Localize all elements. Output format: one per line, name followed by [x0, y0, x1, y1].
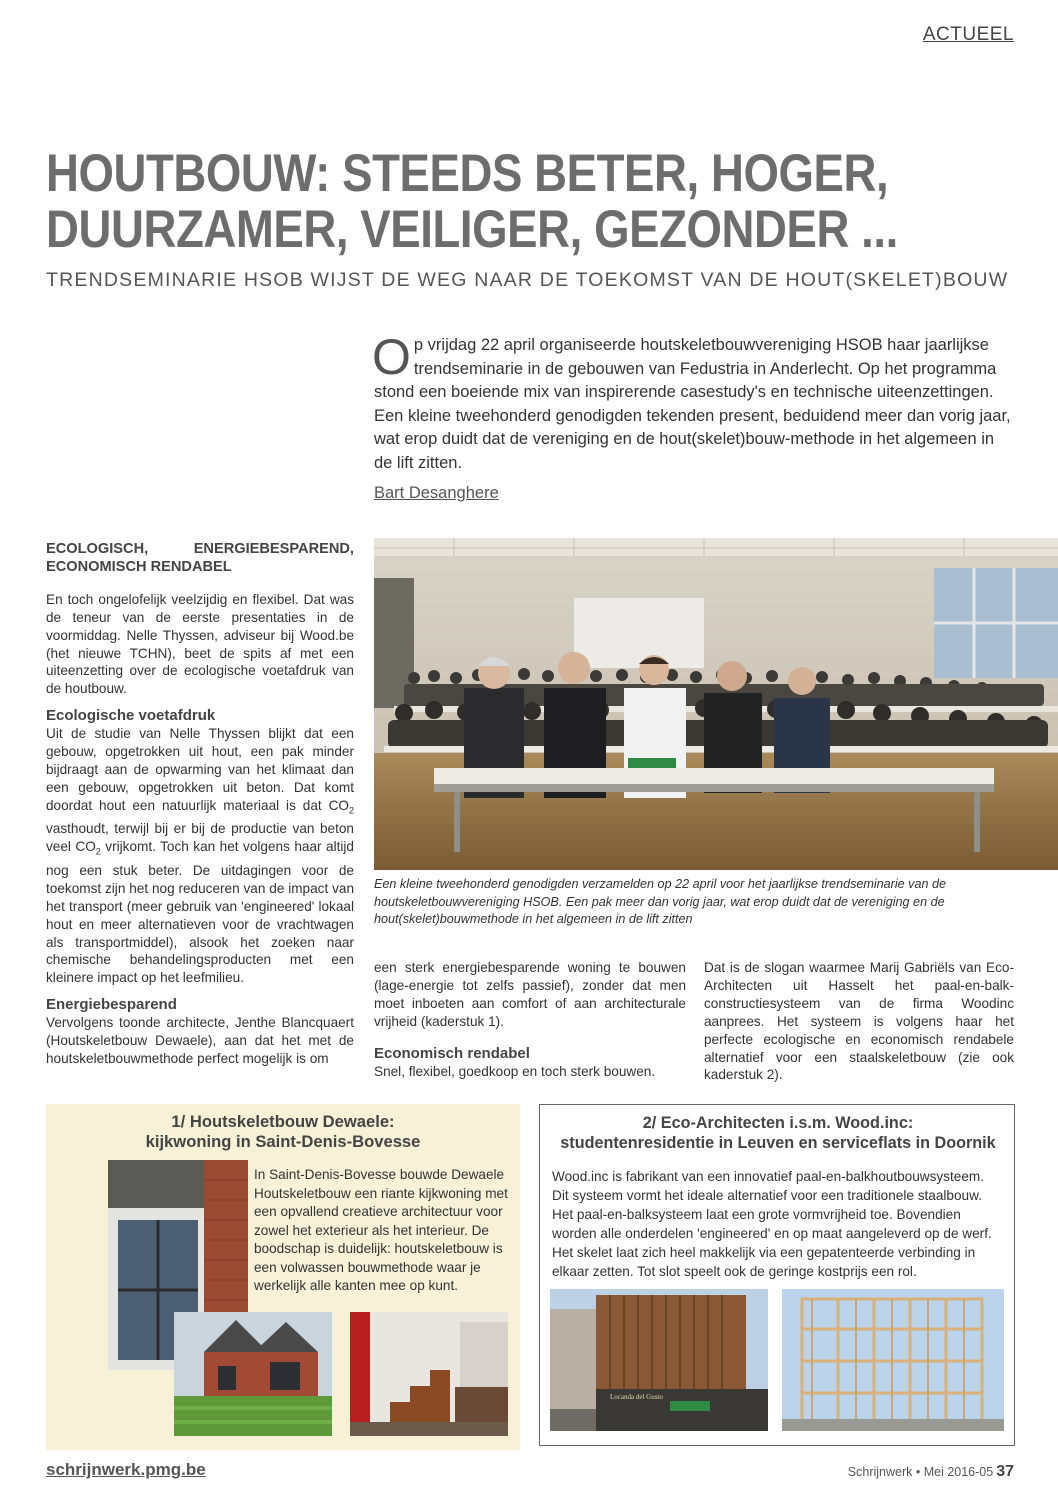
section-heading: ECOLOGISCH, ENERGIEBESPAREND, ECONOMISCH RENDABEL — [46, 541, 354, 575]
sidebar-box-eco-architecten — [539, 1104, 1015, 1446]
box1-body: In Saint-Denis-Bovesse bouwde Dewaele Houtskeletbouw een riante kijkwoning met een opvallend creatieve architectuur voor zowel het exterieur als het interieur. De boodschap is duidelijk: houtskeletbouw is een volwassen bouwmethode waar je werkelijk alle kanten mee op kunt. — [254, 1167, 508, 1293]
issue-info: Schrijnwerk • Mei 2016-05 — [847, 1465, 994, 1479]
box2-title: 2/ Eco-Architecten i.s.m. Wood.inc: studentenresidentie in Leuven en serviceflats in Doornik — [560, 1114, 996, 1152]
subheading-energiebesparend: Energiebesparend — [46, 996, 177, 1014]
paragraph: Snel, flexibel, goedkoop en toch sterk bouwen. — [374, 1063, 656, 1079]
storefront-sign: Locanda del Gusto — [610, 1393, 663, 1401]
paragraph: Uit de studie van Nelle Thyssen blijkt dat een gebouw, opgetrokken uit hout, een pak minder bijdraagt aan de opwarming van het klimaat dan een gebouw, opgetrokken uit beton. Dat komt doordat hout een natuurlijk materiaal is dat $CO_2$ vasthoudt, terwijl bij er bij de productie van beton veel $CO_2$ vrijkomt. Toch kan het volgens haar altijd nog een stuk beter. De uitdagingen voor de toekomst zijn het nog reduceren van de impact van het transport (meer gebruik van 'engineered' lokaal hout en meer alternatieven voor de vrachtwagen als transportmiddel), alsook het zoeken naar chemische behandelingsproducten met een kleinere impact op het leefmilieu. — [46, 726, 354, 986]
subheading-ecologische-voetafdruk: Ecologische voetafdruk — [46, 707, 216, 725]
house-interior-photo — [350, 1312, 508, 1436]
text-column-3 — [704, 959, 1014, 1084]
intro-text: p vrijdag 22 april organiseerde houtskeletbouwvereniging HSOB haar jaarlijkse trendseminarie in de gebouwen van Fedustria in Anderlecht. Op het programma stond een boeiende mix van inspirerende casestudy's en technische uiteenzettingen. Een kleine tweehonderd genodigden tekenden present, beduidend meer dan vorig jaar, wat erop duidt dat de vereniging en de hout(skelet)bouw-methode in het algemeen in de lift zitten. — [374, 336, 1011, 472]
intro-dropcap: O — [372, 329, 411, 385]
section-tag[interactable]: ACTUEEL — [922, 24, 1014, 45]
box2-body: Wood.inc is fabrikant van een innovatief paal-en-balkhoutbouwsysteem. Dit systeem vormt het ideale alternatief voor een traditionele staalbouw. Het paal-en-balksysteem laat een grote vormvrijheid toe. Bovendien worden alle onderdelen 'engineered' en op maat aangeleverd op de werf. Het skelet laat zich heel makkelijk via een gepatenteerde verbinding in elkaar zetten. Tot slot speelt ook de geringe kostprijs een rol. — [552, 1169, 992, 1279]
page-footer — [848, 1463, 1014, 1481]
article-intro — [372, 329, 1014, 475]
page-number: 37 — [996, 1463, 1014, 1480]
subheading-economisch-rendabel: Economisch rendabel — [374, 1044, 530, 1062]
article-title — [46, 144, 898, 259]
text-column-2 — [374, 959, 686, 1080]
box1-title: 1/ Houtskeletbouw Dewaele: kijkwoning in Saint-Denis-Bovesse — [145, 1112, 421, 1151]
article-subtitle: TRENDSEMINARIE HSOB WIJST DE WEG NAAR DE TOEKOMST VAN DE HOUT(SKELET)BOUW — [46, 269, 1009, 291]
paragraph: Dat is de slogan waarmee Marij Gabriëls van Eco-Architecten uit Hasselt het paal-en-balk-constructiesysteem van de firma Woodinc aanprees. Het systeem is volgens haar het perfecte ecologische en economisch rendabele alternatief voor een staalskeletbouw (zie ook kaderstuk 2). — [704, 960, 1014, 1083]
article-title-line1: HOUTBOUW: STEEDS BETER, HOGER, — [46, 144, 889, 203]
website-link[interactable]: schrijnwerk.pmg.be — [46, 1460, 206, 1479]
paragraph: En toch ongelofelijk veelzijdig en flexibel. Dat was de teneur van de eerste presentaties in de voormiddag. Nelle Thyssen, adviseur bij Wood.be (het nieuwe TCHN), beet de spits af met een uiteenzetting over de ecologische voetafdruk van de houtbouw. — [46, 591, 354, 697]
student-residence-photo — [550, 1289, 768, 1431]
paragraph: een sterk energiebesparende woning te bouwen (lage-energie tot zelfs passief), zonder dat men moet inboeten aan comfort of aan architecturale vrijheid (kaderstuk 1). — [374, 960, 686, 1029]
house-exterior-photo — [174, 1312, 332, 1436]
sidebar-box-dewaele — [46, 1104, 520, 1450]
seminar-photo-illustration — [374, 538, 1058, 870]
article-title-line2: DUURZAMER, VEILIGER, GEZONDER ... — [46, 200, 898, 259]
text-column-1 — [46, 541, 354, 1068]
paragraph: Vervolgens toonde architecte, Jenthe Blancquaert (Houtskeletbouw Dewaele), aan dat het met de houtskeletbouwmethode perfect mogelijk is om — [46, 1015, 354, 1066]
seminar-photo — [374, 538, 1058, 870]
timber-frame-construction-photo — [782, 1289, 1004, 1431]
photo-caption: Een kleine tweehonderd genodigden verzamelden op 22 april voor het jaarlijkse trendseminarie van de houtskeletbouwvereniging HSOB. Een pak meer dan vorig jaar, wat erop duidt dat de vereniging en de hout(skelet)bouwmethode in het algemeen in de lift zitten — [374, 877, 946, 926]
author-byline[interactable]: Bart Desanghere — [374, 484, 499, 502]
